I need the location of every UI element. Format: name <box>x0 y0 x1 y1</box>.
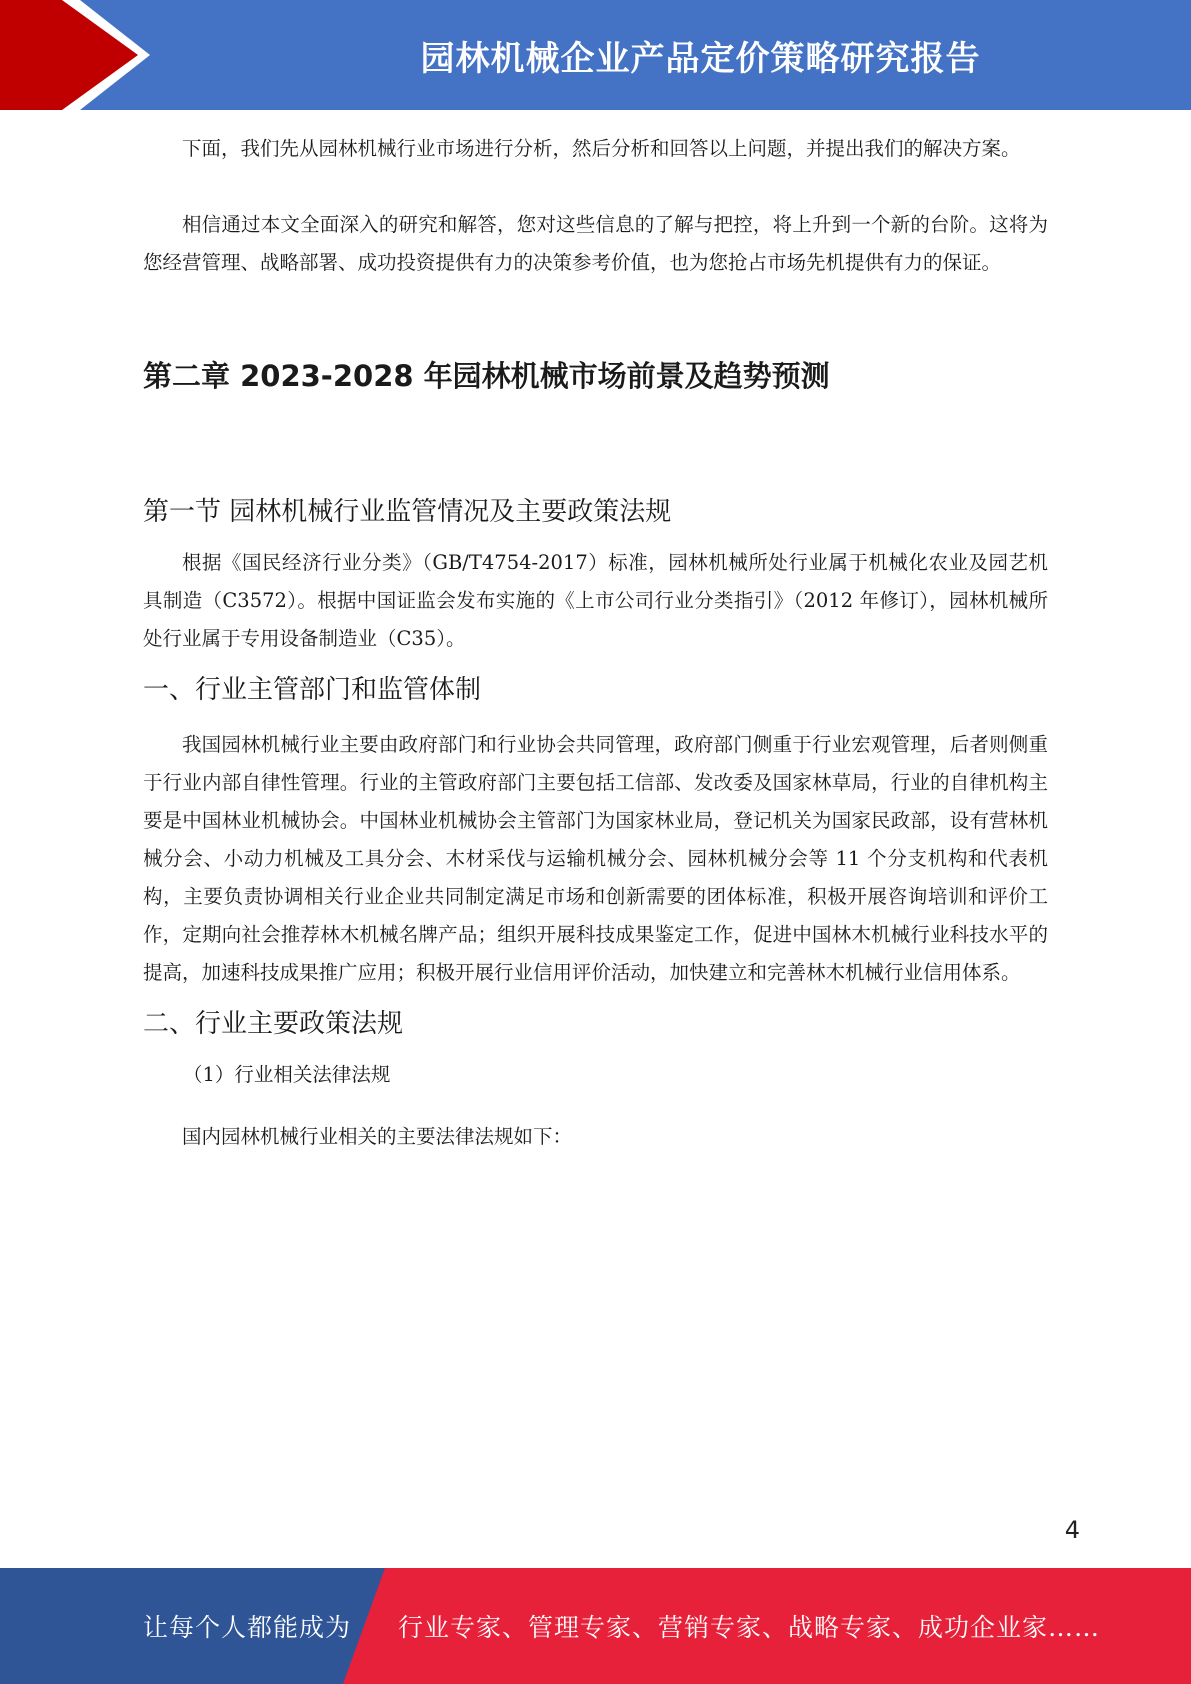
page-footer <box>0 1568 1191 1684</box>
subsection-title-2: 二、行业主要政策法规 <box>143 1009 404 1039</box>
footer-slogan-left: 让每个人都能成为 <box>143 1613 352 1642</box>
page-content <box>143 130 1048 1156</box>
intro-paragraph-1: 下面，我们先从园林机械行业市场进行分析，然后分析和回答以上问题，并提出我们的解决方案。 <box>182 137 1021 160</box>
section-title: 第一节 园林机械行业监管情况及主要政策法规 <box>143 497 672 527</box>
section-paragraph: 根据《国民经济行业分类》（GB/T4754-2017）标准，园林机械所处行业属于机械化农业及园艺机具制造（C3572）。根据中国证监会发布实施的《上市公司行业分类指引》（2012 年修订），园林机械所处行业属于专用设备制造业（C35）。 <box>143 551 1048 650</box>
chapter-title: 第二章 2023-2028 年园林机械市场前景及趋势预测 <box>143 359 830 393</box>
page-header <box>0 0 1191 110</box>
footer-slogan-right: 行业专家、管理专家、营销专家、战略专家、成功企业家…… <box>398 1613 1101 1642</box>
page-number: 4 <box>1064 1516 1080 1544</box>
subsection-paragraph-1: 我国园林机械行业主要由政府部门和行业协会共同管理，政府部门侧重于行业宏观管理，后者则侧重于行业内部自律性管理。行业的主管政府部门主要包括工信部、发改委及国家林草局，行业的自律机构主要是中国林业机械协会。中国林业机械协会主管部门为国家林业局，登记机关为国家民政部，设有营林机械分会、小动力机械及工具分会、木材采伐与运输机械分会、园林机械分会等 11 个分支机构和代表机构，主要负责协调相关行业企业共同制定满足市场和创新需要的团体标准，积极开展咨询培训和评价工作，定期向社会推荐林木机械名牌产品；组织开展科技成果鉴定工作，促进中国林木机械行业科技水平的提高，加速科技成果推广应用；积极开展行业信用评价活动，加快建立和完善林木机械行业信用体系。 <box>143 733 1048 984</box>
subsection-title-1: 一、行业主管部门和监管体制 <box>143 675 482 705</box>
list-item: （1）行业相关法律法规 <box>183 1063 391 1086</box>
report-title: 园林机械企业产品定价策略研究报告 <box>420 38 981 79</box>
intro-paragraph-2: 相信通过本文全面深入的研究和解答，您对这些信息的了解与把控，将上升到一个新的台阶。这将为您经营管理、战略部署、成功投资提供有力的决策参考价值，也为您抢占市场先机提供有力的保证。 <box>143 213 1048 274</box>
subsection-paragraph-2: 国内园林机械行业相关的主要法律法规如下： <box>182 1125 573 1148</box>
